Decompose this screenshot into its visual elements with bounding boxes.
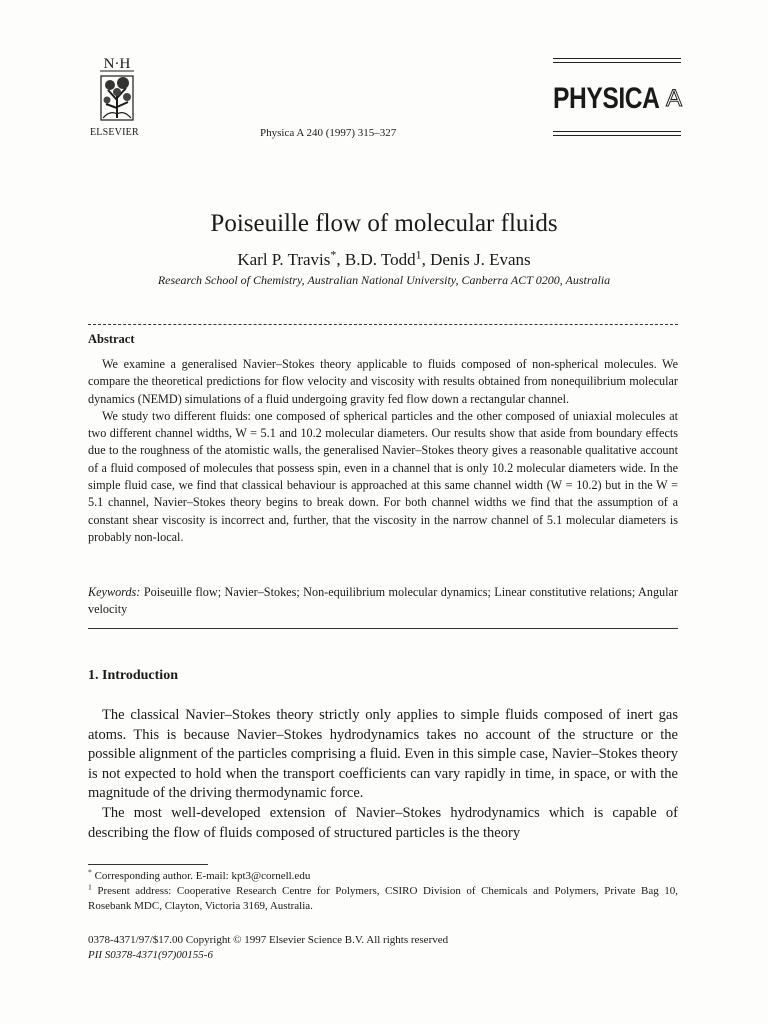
author-marker: * xyxy=(330,247,337,262)
elsevier-tree-logo xyxy=(90,52,144,128)
abstract-bottom-rule xyxy=(88,628,678,629)
abstract-body xyxy=(88,356,678,546)
journal-section-letter: A xyxy=(666,85,683,112)
journal-name: PHYSICA xyxy=(553,82,660,115)
copyright-block xyxy=(88,933,678,963)
footnote-text: Corresponding author. E-mail: kpt3@cornell.edu xyxy=(91,870,311,882)
section-body xyxy=(88,706,678,843)
publisher-name: ELSEVIER xyxy=(90,127,139,138)
copyright-line: 0378-4371/97/$17.00 Copyright © 1997 Elsevier Science B.V. All rights reserved xyxy=(88,934,449,946)
paper-title: Poiseuille flow of molecular fluids xyxy=(210,210,558,237)
section-heading: 1. Introduction xyxy=(88,668,178,683)
pii-line xyxy=(88,948,678,963)
body-paragraph: The most well-developed extension of Navier–Stokes hydrodynamics which is capable of describing the flow of fluids composed of structured particles is the theory xyxy=(88,804,678,841)
footnote xyxy=(88,869,678,884)
footnote xyxy=(88,884,678,914)
body-paragraph: The classical Navier–Stokes theory strictly only applies to simple fluids composed of inert gas atoms. This is because Navier–Stokes hydrodynamics takes no account of the structure or the possible alignment of the particles comprising a fluid. Even in this simple case, Navier–Stokes theory is not expected to hold when the transport coefficients can vary rapidly in time, in space, or with the magnitude of the driving thermodynamic force. xyxy=(88,707,678,802)
pii-value: S0378-4371(97)00155-6 xyxy=(102,948,213,961)
author-name: Denis J. Evans xyxy=(430,250,531,269)
keywords-text: Poiseuille flow; Navier–Stokes; Non-equilibrium molecular dynamics; Linear constitutive relations; Angular velocity xyxy=(88,585,678,617)
footnote-rule xyxy=(88,864,208,865)
abstract-paragraph: We examine a generalised Navier–Stokes theory applicable to fluids composed of non-spherical molecules. We compare the theoretical predictions for flow velocity and viscosity with results obtained from nonequilibrium molecular dynamics (NEMD) simulations of a fluid undergoing gravity fed flow down a rectangular channel. xyxy=(88,357,678,406)
footnotes xyxy=(88,869,678,913)
abstract-heading: Abstract xyxy=(88,332,135,346)
author-name: Karl P. Travis xyxy=(237,250,331,269)
footnote-marker: 1 xyxy=(88,882,92,892)
footnote-marker: * xyxy=(88,867,92,877)
abstract-paragraph: We study two different fluids: one composed of spherical particles and the other composed of uniaxial molecules at two different channel widths, W = 5.1 and 10.2 molecular diameters. Our results show that aside from boundary effects due to the roughness of the atomistic walls, the generalised Navier–Stokes theory gives a reasonable qualitative account of a fluid composed of molecules that possess spin, even in a channel that is only 10.2 molecular diameters wide. In the simple fluid case, we find that classical behaviour is approached at this same channel width (W = 10.2) but in the W = 5.1 channel, Navier–Stokes theory begins to break down. For both channel widths we find that the assumption of a constant shear viscosity is incorrect and, further, that the viscosity in the narrow channel of 5.1 molecular diameters is probably non-local. xyxy=(88,408,678,544)
footnote-text: Present address: Cooperative Research Centre for Polymers, CSIRO Division of Chemicals and Polymers, Private Bag 10, Rosebank MDC, Clayton, Victoria 3169, Australia. xyxy=(88,884,678,912)
author-marker: 1 xyxy=(415,247,422,262)
affiliation: Research School of Chemistry, Australian National University, Canberra ACT 0200, Australia xyxy=(157,273,611,287)
keywords xyxy=(88,584,678,619)
keywords-label: Keywords: xyxy=(88,585,141,599)
author-separator: , xyxy=(336,250,345,269)
pii-label: PII xyxy=(88,948,103,961)
abstract-top-rule xyxy=(88,324,678,325)
journal-top-rule xyxy=(553,58,681,63)
author-list xyxy=(0,247,768,270)
journal-bottom-rule xyxy=(553,131,681,136)
author-name: B.D. Todd xyxy=(344,250,416,269)
logo-monogram: N·H xyxy=(103,56,131,72)
author-separator: , xyxy=(421,250,431,269)
journal-citation: Physica A 240 (1997) 315–327 xyxy=(260,127,397,139)
